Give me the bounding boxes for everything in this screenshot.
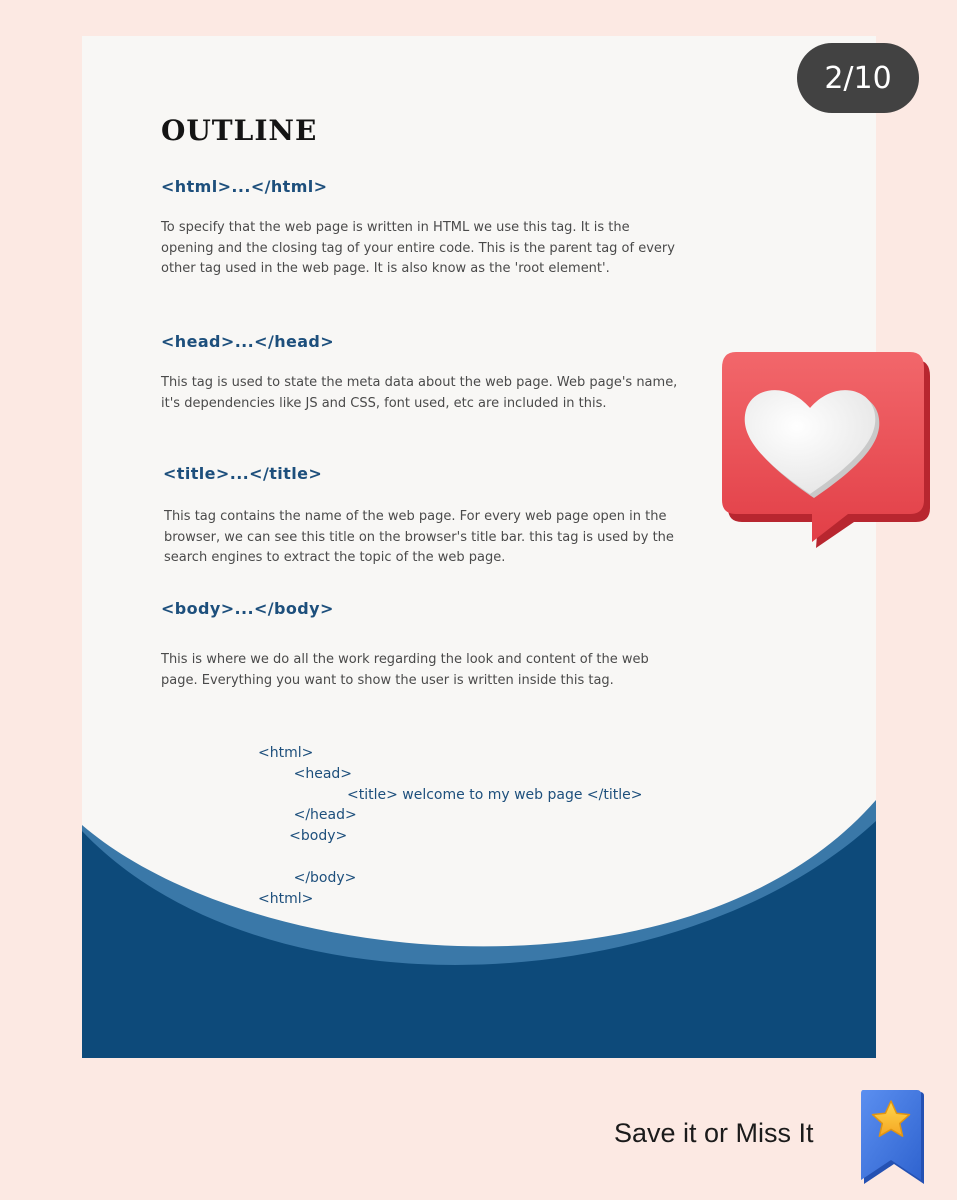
section-heading-title: <title>...</title> [163, 464, 323, 483]
section-body-title: This tag contains the name of the web page. For every web page open in the browser, we can see this title on the browser's title bar. this tag is used by the search engines to extract the topic of the web page. [164, 509, 674, 565]
code-line: <title> welcome to my web page </title> [258, 786, 643, 803]
code-line: <html> [258, 890, 314, 907]
code-line: <html> [258, 745, 314, 761]
section-heading-head: <head>...</head> [161, 332, 335, 351]
page-title: OUTLINE [161, 114, 318, 147]
code-example [258, 743, 642, 909]
bookmark-star-icon[interactable] [858, 1090, 926, 1186]
code-line: </body> [258, 869, 357, 886]
code-line [258, 847, 642, 868]
heart-speech-bubble-icon[interactable] [716, 346, 934, 552]
save-call-to-action: Save it or Miss It [614, 1118, 814, 1148]
section-body-body: This is where we do all the work regarding the look and content of the web page. Everything you want to show the user is written inside this tag. [161, 652, 649, 688]
code-line: </head> [258, 807, 357, 824]
section-body-html: To specify that the web page is written in HTML we use this tag. It is the opening and the closing tag of your entire code. This is the parent tag of every other tag used in the web page. It is also know as the 'root element'. [161, 220, 675, 276]
code-line: <body> [258, 828, 348, 845]
slide-counter-badge: 2/10 [797, 43, 919, 113]
section-body-head: This tag is used to state the meta data about the web page. Web page's name, it's dependencies like JS and CSS, font used, etc are included in this. [161, 375, 678, 411]
section-heading-body: <body>...</body> [161, 599, 334, 618]
code-line: <head> [258, 765, 353, 782]
section-heading-html: <html>...</html> [161, 177, 328, 196]
